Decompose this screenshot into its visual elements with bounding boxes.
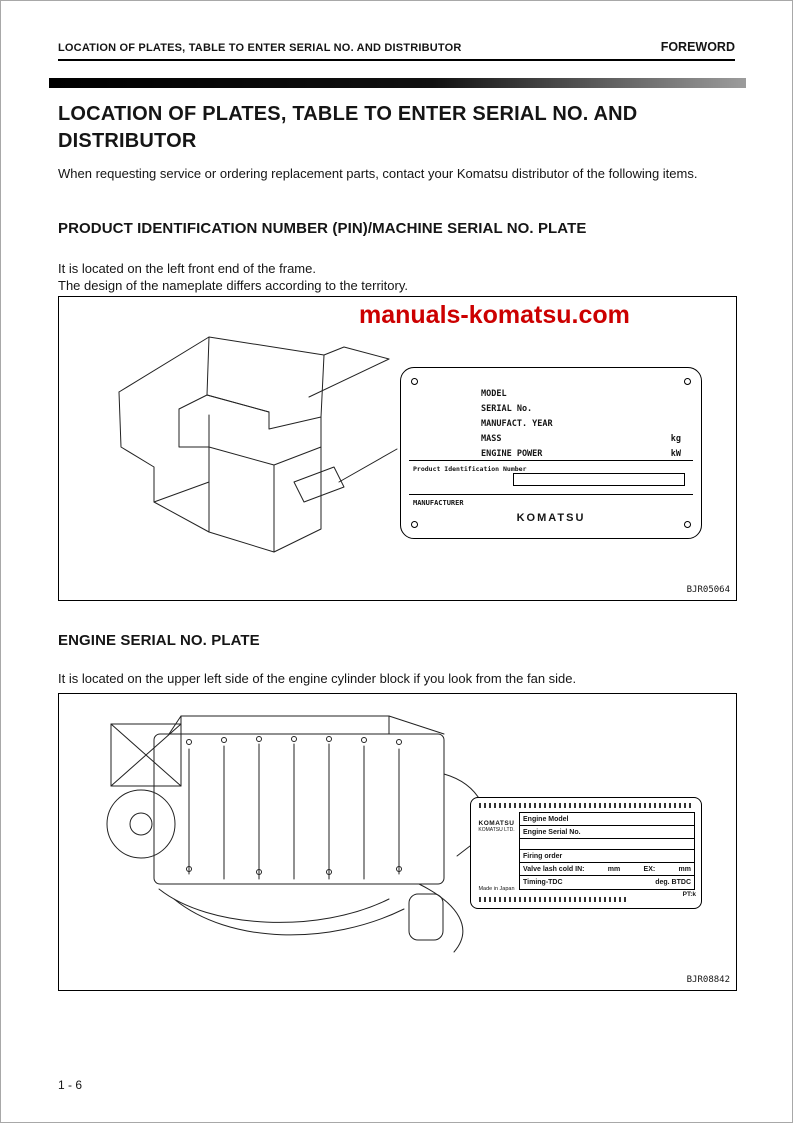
made-in-label: Made in Japan: [478, 886, 515, 892]
engine-plate-row: [520, 876, 694, 889]
plate-field-unit: kg: [670, 434, 681, 444]
figure-ref: BJR08842: [686, 975, 730, 985]
engine-plate-row: [520, 813, 694, 826]
komatsu-logo: KOMATSU: [516, 512, 586, 524]
section-divider-bar: [49, 78, 746, 88]
pin-plate: [400, 367, 702, 539]
body-text: The design of the nameplate differs according to the territory.: [58, 278, 408, 293]
plate-separator: [409, 460, 693, 461]
header-section-title: FOREWORD: [660, 40, 735, 54]
header-rule: [58, 59, 735, 61]
engine-plate-cell: mm: [607, 865, 621, 873]
pin-number-label: Product Identification Number: [413, 465, 527, 473]
page-number: 1 - 6: [58, 1078, 83, 1092]
komatsu-logo: KOMATSU: [478, 820, 515, 827]
plate-mount-strip: [479, 803, 693, 808]
page-title: LOCATION OF PLATES, TABLE TO ENTER SERIAL NO. AND DISTRIBUTOR: [58, 103, 638, 152]
screw-hole-icon: [684, 378, 691, 385]
manufacturer-label: MANUFACTURER: [413, 499, 464, 507]
plate-field-label: SERIAL No.: [481, 404, 533, 414]
plate-field-row: [481, 404, 681, 414]
engine-plate-cell: mm: [678, 865, 691, 873]
engine-plate-brand: [474, 820, 519, 833]
plate-note: PT:k: [682, 891, 696, 898]
section-heading-pin-plate: PRODUCT IDENTIFICATION NUMBER (PIN)/MACHINE SERIAL NO. PLATE: [58, 220, 587, 237]
engine-plate-row: [520, 863, 694, 876]
header-running-title: LOCATION OF PLATES, TABLE TO ENTER SERIAL NO. AND DISTRIBUTOR: [58, 42, 462, 54]
engine-plate-cell: EX:: [643, 865, 656, 873]
engine-plate-cell: Engine Serial No.: [523, 828, 581, 836]
engine-plate-cell: deg. BTDC: [655, 879, 691, 886]
engine-plate-row: [520, 839, 694, 850]
plate-field-row: [481, 389, 681, 399]
plate-field-label: MANUFACT. YEAR: [481, 419, 553, 429]
engine-plate-row: [520, 826, 694, 839]
figure-pin-plate: [58, 296, 737, 601]
engine-plate-cell: Valve lash cold IN:: [523, 865, 585, 873]
engine-plate-table: [519, 812, 695, 890]
figure-engine-plate: [58, 693, 737, 991]
plate-mount-strip: [479, 897, 629, 902]
engine-plate-row: [520, 850, 694, 863]
plate-separator: [409, 494, 693, 495]
plate-field-row: [481, 434, 681, 444]
body-text: It is located on the left front end of the frame.: [58, 261, 316, 276]
section-heading-engine-plate: ENGINE SERIAL NO. PLATE: [58, 632, 260, 649]
engine-plate-cell: Engine Model: [523, 815, 569, 823]
plate-field-unit: kW: [670, 449, 681, 459]
plate-field-label: MASS: [481, 434, 502, 444]
figure-ref: BJR05064: [686, 585, 730, 595]
plate-field-row: [481, 419, 681, 429]
plate-field-label: ENGINE POWER: [481, 449, 543, 459]
engine-plate-cell: Firing order: [523, 852, 563, 860]
brand-subtitle: KOMATSU LTD.: [478, 827, 515, 833]
plate-field-row: [481, 449, 681, 459]
engine-plate-cell: Timing-TDC: [523, 879, 563, 886]
body-text: It is located on the upper left side of the engine cylinder block if you look from the fan side.: [58, 671, 577, 686]
screw-hole-icon: [411, 378, 418, 385]
plate-field-label: MODEL: [481, 389, 507, 399]
pin-number-box: [513, 473, 685, 486]
intro-paragraph: When requesting service or ordering replacement parts, contact your Komatsu distributor of the following items.: [58, 166, 698, 181]
watermark: manuals-komatsu.com: [359, 301, 630, 329]
engine-serial-plate: [470, 797, 702, 909]
